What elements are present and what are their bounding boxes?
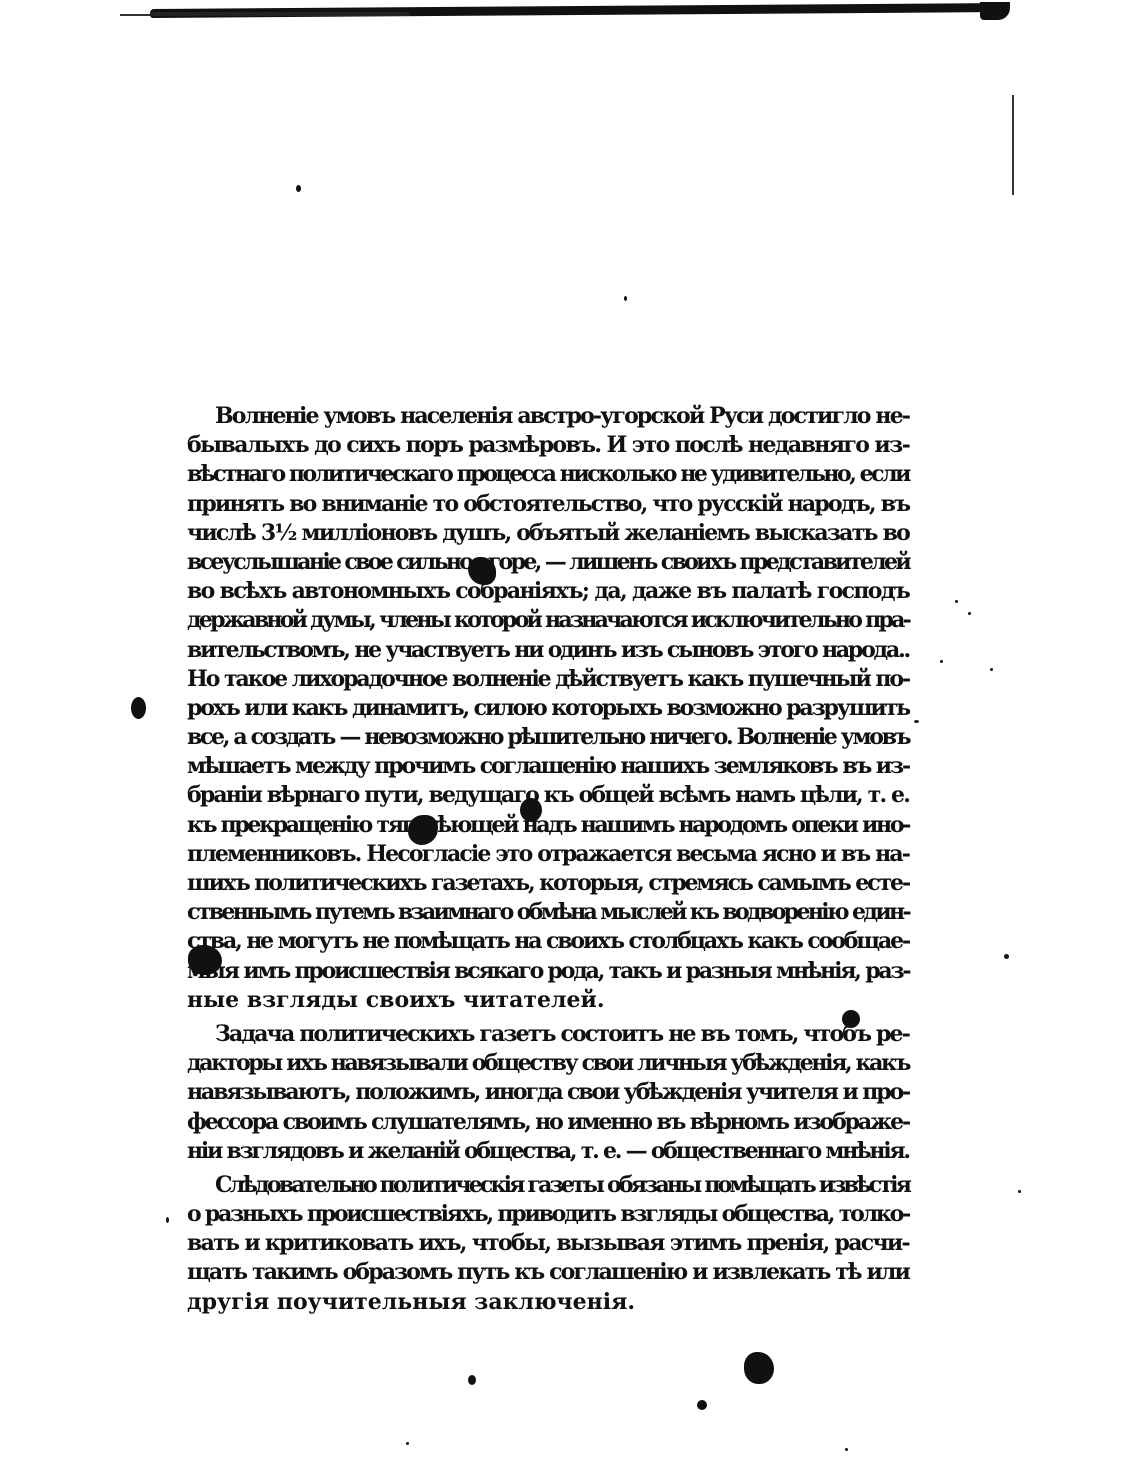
- text-line: числѣ 3½ милліоновъ душъ, объятый желаніемъ высказать во: [187, 519, 910, 546]
- text-line: вительствомъ, не участвуетъ ни одинъ изъ сыновъ этого народа..: [187, 636, 909, 663]
- text-line: къ прекращенію тяготѣющей надъ нашимъ народомъ опеки ино-: [187, 811, 910, 838]
- scan-edge-corner: [980, 2, 1010, 20]
- text-line: бывалыхъ до сихъ поръ размѣровъ. И это послѣ недавняго из-: [187, 432, 910, 459]
- scan-top-edge: [0, 0, 1140, 30]
- paragraph: [187, 1171, 909, 1317]
- ink-speck: [914, 720, 919, 723]
- ink-speck: [624, 296, 627, 301]
- text-line: ніи взглядовъ и желаній общества, т. е. — общественнаго мнѣнія.: [187, 1137, 909, 1164]
- ink-speck: [990, 668, 993, 671]
- text-line: щать такимъ образомъ путь къ соглашенію и извлекать тѣ или: [187, 1259, 909, 1286]
- text-line: племенниковъ. Несогласіе это отражается весьма ясно и въ на-: [187, 840, 909, 867]
- text-line: державной думы, члены которой назначаются исключительно пра-: [187, 607, 909, 634]
- scan-edge-bar-lower: [150, 12, 410, 16]
- ink-speck: [1004, 954, 1009, 959]
- scan-right-line: [1012, 95, 1014, 195]
- text-line: все, а создать — невозможно рѣшительно ничего. Волненіе умовъ: [187, 724, 910, 751]
- text-line: шихъ политическихъ газетахъ, которыя, стремясь самымъ есте-: [187, 870, 910, 896]
- text-line: Слѣдовательно политическія газеты обязаны помѣщать извѣстія: [215, 1171, 910, 1198]
- body-text: [187, 402, 909, 1317]
- ink-speck: [955, 600, 958, 603]
- text-line: ные взгляды своихъ читателей.: [187, 986, 605, 1013]
- ink-blot: [131, 697, 146, 719]
- text-line: Волненіе умовъ населенія австро-угорской Руси достигло не-: [215, 403, 910, 429]
- text-line: ственнымъ путемъ взаимнаго обмѣна мыслей къ водворенію един-: [187, 899, 909, 926]
- text-line: Но такое лихорадочное волненіе дѣйствуетъ какъ пушечный по-: [187, 665, 910, 692]
- ink-speck: [296, 185, 301, 192]
- text-line: всеуслышаніе свое сильное горе, — лишенъ своихъ представителей: [187, 548, 910, 575]
- text-line: вѣстнаго политическаго процесса нисколько не удивительно, если: [187, 461, 910, 488]
- text-line: другія поучительныя заключенія.: [187, 1288, 636, 1315]
- ink-speck: [845, 1448, 848, 1451]
- ink-speck: [940, 660, 943, 663]
- ink-speck: [1018, 1190, 1021, 1193]
- ink-blot: [744, 1352, 774, 1384]
- paragraph: [187, 1020, 909, 1166]
- paragraph: [187, 402, 909, 1015]
- text-line: Задача политическихъ газетъ состоитъ не въ томъ, чтобъ ре-: [215, 1020, 909, 1047]
- ink-speck: [968, 612, 971, 615]
- text-line: дакторы ихъ навязывали обществу свои личныя убѣжденія, какъ: [187, 1050, 909, 1077]
- text-line: принять во вниманіе то обстоятельство, что русскій народъ, въ: [187, 490, 910, 517]
- ink-speck: [166, 1217, 169, 1223]
- ink-speck: [468, 1375, 476, 1385]
- text-line: мѣшаетъ между прочимъ соглашенію нашихъ земляковъ въ из-: [187, 753, 909, 780]
- text-line: фессора своимъ слушателямъ, но именно въ вѣрномъ изображе-: [187, 1108, 910, 1135]
- ink-speck: [406, 1442, 409, 1445]
- ink-speck: [697, 1400, 707, 1410]
- text-line: навязываютъ, положимъ, иногда свои убѣжденія учителя и про-: [187, 1079, 909, 1106]
- text-line: о разныхъ происшествіяхъ, приводить взгляды общества, толко-: [187, 1201, 910, 1228]
- text-line: рохъ или какъ динамитъ, силою которыхъ возможно разрушить: [187, 694, 909, 721]
- text-line: вать и критиковать ихъ, чтобы, вызывая этимъ пренія, расчи-: [187, 1230, 909, 1257]
- text-line: во всѣхъ автономныхъ собраніяхъ; да, даже въ палатѣ господъ: [187, 578, 910, 605]
- text-line: ства, не могутъ не помѣщать на своихъ столбцахъ какъ сообщае-: [187, 928, 909, 955]
- text-line: браніи вѣрнаго пути, ведущаго къ общей всѣмъ намъ цѣли, т. е.: [187, 782, 909, 809]
- text-line: мыя имъ происшествія всякаго рода, такъ и разныя мнѣнія, раз-: [187, 957, 910, 984]
